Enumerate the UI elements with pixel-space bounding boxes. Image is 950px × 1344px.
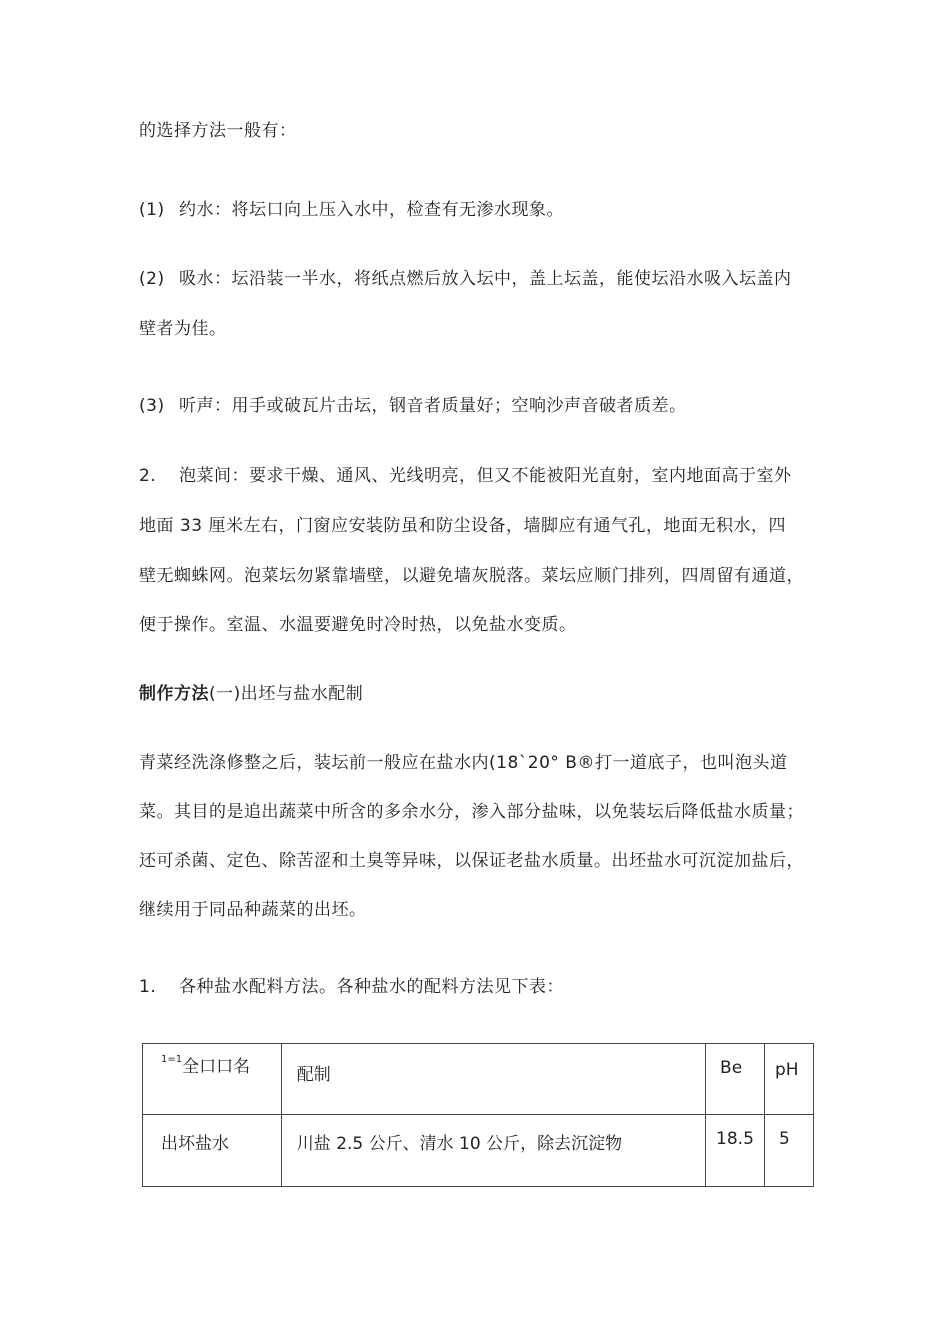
header-cell-recipe <box>281 1044 705 1115</box>
list-item-2 <box>139 268 792 290</box>
section-number: 1. <box>139 977 157 997</box>
header-cell-ph <box>765 1044 814 1115</box>
header-cell-be <box>706 1044 765 1115</box>
section-heading <box>139 683 363 705</box>
list-text: 约水：将坛口向上压入水中，检查有无渗水现象。 <box>179 200 564 220</box>
list-item-1 <box>139 199 564 221</box>
section-1-line <box>139 976 564 998</box>
header-name-prefix: 1=1 <box>161 1054 183 1065</box>
paragraph-3-line-1: 青菜经洗涤修整之后，装坛前一般应在盐水内(18`20° B®打一道底子，也叫泡头道 <box>139 753 788 773</box>
salt-recipe-table <box>142 1043 814 1187</box>
cell-be-text: 18.5 <box>716 1129 754 1149</box>
paragraph-3-line-4: 继续用于同品种蔬菜的出坯。 <box>139 900 367 920</box>
header-ph-label: pH <box>775 1060 799 1080</box>
list-number: (1) <box>139 200 165 220</box>
header-name-label: 全口口名 <box>182 1057 251 1077</box>
cell-name-text: 出坏盐水 <box>161 1134 229 1154</box>
paragraph-3-line-2: 菜。其目的是追出蔬菜中所含的多余水分，渗入部分盐味，以免装坛后降低盐水质量； <box>139 802 804 822</box>
section-text: 泡菜间：要求干燥、通风、光线明亮，但又不能被阳光直射，室内地面高于室外 <box>179 466 792 486</box>
list-item-2-continued: 壁者为佳。 <box>139 319 227 339</box>
header-cell-name <box>143 1044 282 1115</box>
cell-recipe <box>281 1115 705 1187</box>
paragraph-3-line-3: 还可杀菌、定色、除苦涩和土臭等异味，以保证老盐水质量。出坯盐水可沉淀加盐后， <box>139 851 804 871</box>
cell-ph-text: 5 <box>779 1129 790 1149</box>
list-text: 听声：用手或破瓦片击坛，钢音者质量好；空响沙声音破者质差。 <box>179 396 687 416</box>
cell-name <box>143 1115 282 1187</box>
heading-text: (一)出坯与盐水配制 <box>209 684 364 704</box>
cell-ph <box>765 1115 814 1187</box>
section-2-line-3: 壁无蜘蛛网。泡菜坛勿紧靠墙壁，以避免墙灰脱落。菜坛应顺门排列，四周留有通道， <box>139 566 804 586</box>
header-be-label: Be <box>720 1058 743 1078</box>
paragraph-intro: 的选择方法一般有： <box>139 121 297 141</box>
header-recipe-label: 配制 <box>296 1065 331 1085</box>
table-row <box>143 1115 814 1187</box>
section-2-line-4: 便于操作。室温、水温要避免时冷时热，以免盐水变质。 <box>139 615 577 635</box>
section-number: 2. <box>139 466 157 486</box>
table-header-row <box>143 1044 814 1115</box>
list-item-3 <box>139 395 687 417</box>
section-2-line-2: 地面 33 厘米左右，门窗应安装防虽和防尘设备，墙脚应有通气孔，地面无积水，四 <box>139 516 786 536</box>
cell-recipe-text: 川盐 2.5 公斤、清水 10 公斤，除去沉淀物 <box>296 1134 623 1154</box>
list-number: (3) <box>139 396 165 416</box>
list-number: (2) <box>139 269 165 289</box>
cell-be <box>706 1115 765 1187</box>
section-2-line-1 <box>139 465 792 487</box>
list-text: 吸水：坛沿装一半水，将纸点燃后放入坛中，盖上坛盖，能使坛沿水吸入坛盖内 <box>179 269 792 289</box>
section-text: 各种盐水配料方法。各种盐水的配料方法见下表： <box>179 977 564 997</box>
heading-bold-text: 制作方法 <box>139 684 209 704</box>
